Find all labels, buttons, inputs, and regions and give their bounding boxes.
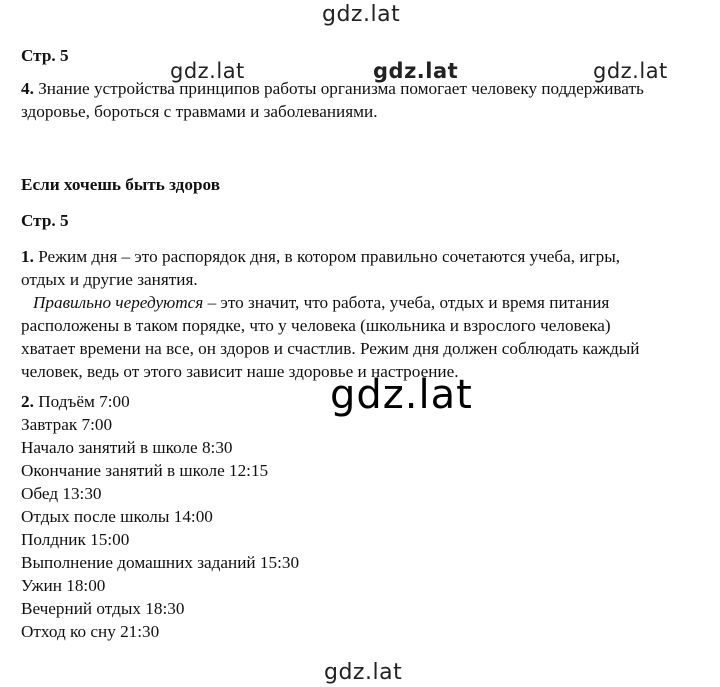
schedule-item-9: Ужин 18:00	[21, 576, 106, 595]
italic-phrase: Правильно чередуются	[33, 293, 204, 312]
watermark-row-right: gdz.lat	[593, 59, 668, 83]
watermark-center: gdz.lat	[330, 372, 473, 418]
schedule-item-5: Обед 13:30	[21, 484, 102, 503]
document-content	[21, 44, 701, 643]
item-text: Режим дня – это распорядок дня, в котором правильно сочетаются учеба, игры,	[38, 247, 621, 266]
schedule-item-10: Вечерний отдых 18:30	[21, 599, 185, 618]
section1-item-4-cont: здоровье, бороться с травмами и заболеваниями.	[21, 102, 378, 121]
paragraph-line-2: расположены в таком порядке, что у человека (школьника и взрослого человека)	[21, 316, 611, 335]
watermark-top: gdz.lat	[322, 2, 401, 27]
item-1-line-1	[21, 245, 701, 268]
watermark-bottom: gdz.lat	[324, 660, 403, 685]
item-number: 1.	[21, 247, 34, 266]
section2-title: Если хочешь быть здоров	[21, 175, 220, 194]
paragraph-line-3: хватает времени на все, он здоров и счастлив. Режим дня должен соблюдать каждый	[21, 339, 640, 358]
watermark-row-middle: gdz.lat	[373, 59, 459, 83]
item-number: 4.	[21, 79, 34, 98]
schedule-text: Подъём 7:00	[38, 392, 130, 411]
schedule-item-4: Окончание занятий в школе 12:15	[21, 461, 269, 480]
item-text: Знание устройства принципов работы организма помогает человеку поддерживать	[38, 79, 644, 98]
item-number: 2.	[21, 392, 34, 411]
section1-page-label: Стр. 5	[21, 46, 69, 65]
section1-item-4	[21, 77, 701, 100]
schedule-item-1	[21, 390, 701, 413]
paragraph-text: – это значит, что работа, учеба, отдых и время питания	[203, 293, 610, 312]
paragraph-line-4: человек, ведь от этого зависит наше здоровье и настроение.	[21, 362, 459, 381]
schedule-item-7: Полдник 15:00	[21, 530, 130, 549]
schedule-item-6: Отдых после школы 14:00	[21, 507, 213, 526]
schedule-item-3: Начало занятий в школе 8:30	[21, 438, 233, 457]
section2-page-label: Стр. 5	[21, 211, 69, 230]
schedule-item-8: Выполнение домашних заданий 15:30	[21, 553, 300, 572]
paragraph-line-1	[21, 291, 701, 314]
watermark-row-left: gdz.lat	[170, 59, 245, 83]
schedule-item-11: Отход ко сну 21:30	[21, 622, 160, 641]
item-1-line-2: отдых и другие занятия.	[21, 270, 198, 289]
schedule-item-2: Завтрак 7:00	[21, 415, 113, 434]
